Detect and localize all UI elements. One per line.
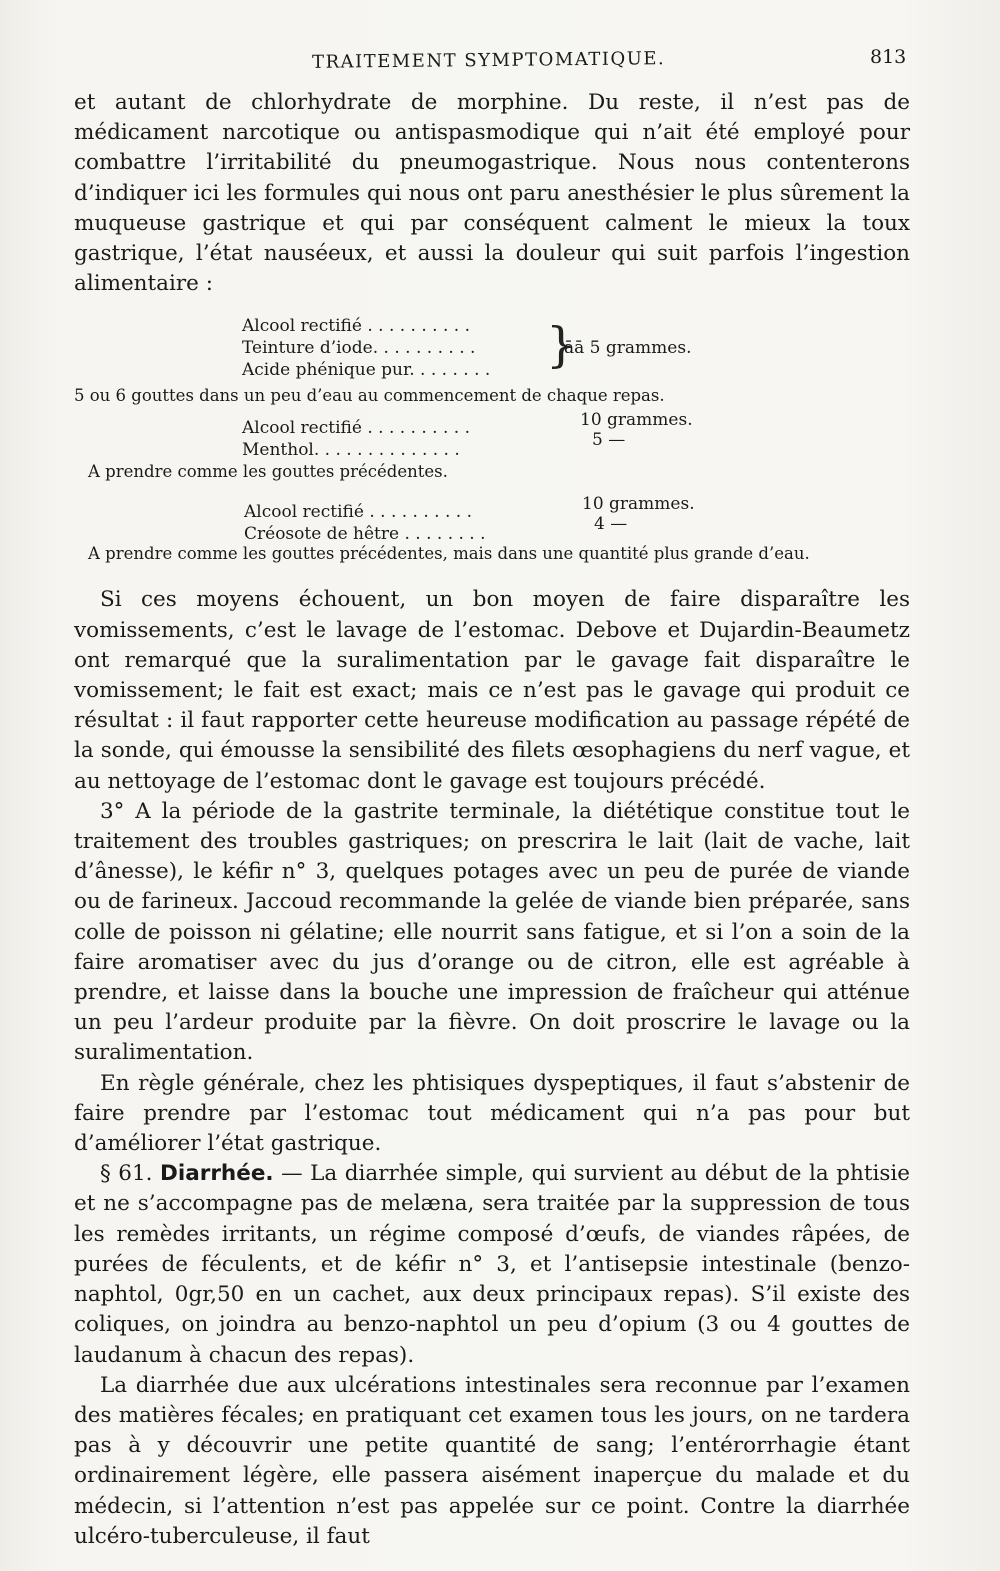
formula-ingredients — [244, 501, 486, 545]
dose-label: āā 5 grammes. — [564, 338, 692, 359]
ingredient-line: Alcool rectifié . . . . . . . . . . — [242, 418, 470, 439]
ulcerations-paragraph: La diarrhée due aux ulcérations intestinales sera reconnue par l’examen des matières fécales; en pratiquant cet examen tous les jours, on ne tardera pas à y découvrir une petite quantité de sang; l’entérorrhagie étant ordinairement légère, elle passera aisément inaperçue du malade et du médecin, si l’attention n’est pas appelée sur ce point. Contre la diarrhée ulcéro-tuberculeuse, il faut — [74, 1372, 910, 1549]
page-header — [0, 46, 1000, 76]
page-body — [74, 84, 910, 1552]
ingredient-line: Créosote de hêtre . . . . . . . . — [244, 524, 486, 545]
ingredient-line: Acide phénique pur. . . . . . . . — [242, 360, 491, 381]
ingredient-line: Teinture d’iode. . . . . . . . . . — [242, 338, 476, 359]
formula-menthol — [74, 410, 910, 461]
ingredient-line: Alcool rectifié . . . . . . . . . . — [244, 502, 472, 523]
dose-label: 4 — — [594, 514, 628, 535]
brace-symbol: } — [546, 317, 577, 374]
section-number: § 61. — [100, 1161, 153, 1187]
formula-ingredients — [242, 417, 470, 461]
ingredient-line: Menthol. . . . . . . . . . . . . . — [242, 440, 460, 461]
ingredient-line: Alcool rectifié . . . . . . . . . . — [242, 316, 470, 337]
formula-note: 5 ou 6 gouttes dans un peu d’eau au commencement de chaque repas. — [74, 386, 665, 406]
running-head: TRAITEMENT SYMPTOMATIQUE. — [311, 48, 666, 73]
dose-label: 10 grammes. — [582, 494, 695, 515]
intro-paragraph: et autant de chlorhydrate de morphine. Du reste, il n’est pas de médicament narcotique ou antispasmodique qui n’ait été employé pour combattre l’irritabilité du pneumogastrique. Nous nous contenterons d’indiquer ici les formules qui nous ont paru anesthésier le plus sûrement la muqueuse gastrique et qui par conséquent calment le mieux la toux gastrique, l’état nauséeux, et aussi la douleur qui suit parfois l’ingestion alimentaire : — [74, 90, 910, 297]
section-title: Diarrhée. — [160, 1161, 274, 1187]
dose-label: 5 — — [592, 430, 626, 451]
formula-ingredients — [242, 315, 490, 381]
page-number: 813 — [870, 46, 907, 68]
diarrhee-section — [74, 1159, 910, 1370]
formula-note: A prendre comme les gouttes précédentes. — [88, 462, 448, 482]
periode-paragraph: 3° A la période de la gastrite terminale, la diététique constitue tout le traitement des troubles gastriques; on prescrira le lait (lait de vache, lait d’ânesse), le kéfir n° 3, quelques potages avec un peu de purée de viande ou de farineux. Jaccoud recommande la gelée de viande bien préparée, sans colle de poisson ni gélatine; elle nourrit sans fatigue, et si l’on a soin de la faire aromatiser avec du jus d’orange ou de citron, elle est agréable à prendre, et laisse dans la bouche une impression de fraîcheur qui atténue un peu l’ardeur produite par la fièvre. On doit proscrire le lavage ou la suralimentation. — [74, 798, 910, 1066]
dose-label: 10 grammes. — [580, 410, 693, 431]
section-text: — La diarrhée simple, qui survient au début de la phtisie et ne s’accompagne pas de melæna, sera traitée par la suppression de tous les remèdes irritants, un régime composé d’œufs, de viandes râpées, de purées de féculents, et de kéfir n° 3, et l’antisepsie intestinale (benzo-naphtol, 0gr,50 en un cachet, aux deux principaux repas). S’il existe des coliques, on joindra au benzo-naphtol un peu d’opium (3 ou 4 gouttes de laudanum à chacun des repas). — [74, 1161, 910, 1368]
formula-note: A prendre comme les gouttes précédentes, mais dans une quantité plus grande d’eau. — [88, 544, 810, 564]
formula-iodine — [74, 315, 910, 381]
formula-creosote — [74, 494, 910, 545]
regle-paragraph: En règle générale, chez les phtisiques dyspeptiques, il faut s’abstenir de faire prendre par l’estomac tout médicament qui n’a pas pour but d’améliorer l’état gastrique. — [74, 1070, 910, 1157]
lavage-paragraph: Si ces moyens échouent, un bon moyen de faire disparaître les vomissements, c’est le lavage de l’estomac. Debove et Dujardin-Beaumetz ont remarqué que la suralimentation par le gavage fait disparaître le vomissement; le fait est exact; mais ce n’est pas le gavage qui produit ce résultat : il faut rapporter cette heureuse modification au passage répété de la sonde, qui émousse la sensibilité des filets œsophagiens du nerf vague, et au nettoyage de l’estomac dont le gavage est toujours précédé. — [74, 587, 910, 794]
